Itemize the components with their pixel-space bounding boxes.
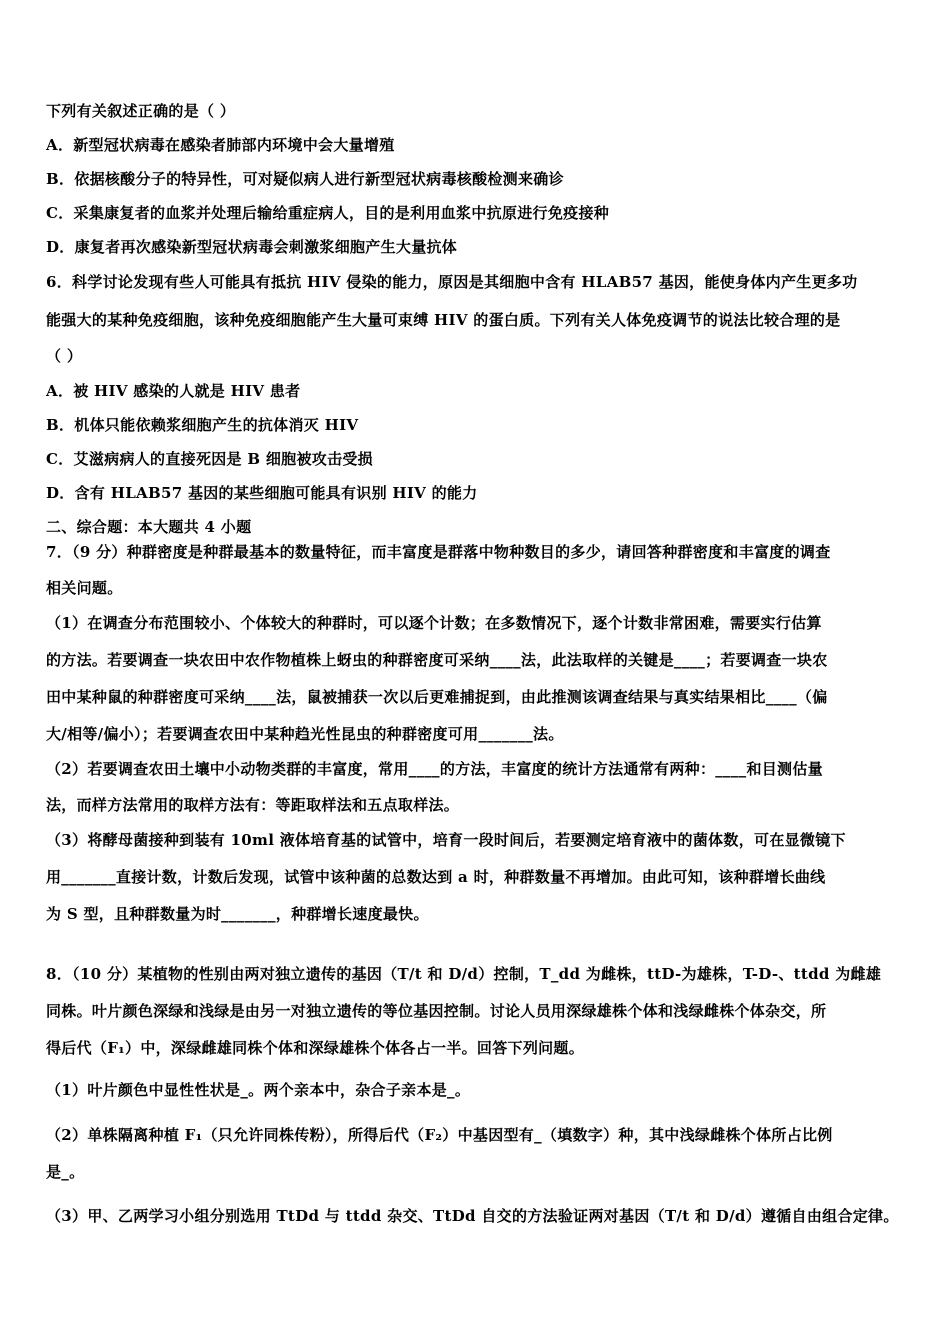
q8-line-4: （1）叶片颜色中显性性状是_。两个亲本中，杂合子亲本是_。 <box>46 1081 471 1099</box>
q5-option-a: A．新型冠状病毒在感染者肺部内环境中会大量增殖 <box>46 136 395 154</box>
q8-line-1: 8．（10 分）某植物的性别由两对独立遗传的基因（T/t 和 D/d）控制，T_dd 为雌株，ttD-为雄株，T-D-、ttdd 为雌雄 <box>46 965 882 983</box>
q7-line-2: 相关问题。 <box>46 579 123 597</box>
q8-line-7: （3）甲、乙两学习小组分别选用 TtDd 与 ttdd 杂交、TtDd 自交的方法验证两对基因（T/t 和 D/d）遵循自由组合定律。 <box>46 1207 899 1225</box>
q8-line-2: 同株。叶片颜色深绿和浅绿是由另一对独立遗传的等位基因控制。讨论人员用深绿雄株个体和浅绿雌株个体杂交，所 <box>46 1002 827 1020</box>
q5-option-c: C．采集康复者的血浆并处理后输给重症病人，目的是利用血浆中抗原进行免疫接种 <box>46 204 610 222</box>
q6-option-d: D．含有 HLAB57 基因的某些细胞可能具有识别 HIV 的能力 <box>46 484 478 502</box>
q6-line-2: 能强大的某种免疫细胞，该种免疫细胞能产生大量可束缚 HIV 的蛋白质。下列有关人体免疫调节的说法比较合理的是 <box>46 311 841 329</box>
q6-line-3: （ ） <box>46 347 83 365</box>
q8-line-3: 得后代（F₁）中，深绿雌雄同株个体和深绿雄株个体各占一半。回答下列问题。 <box>46 1039 585 1057</box>
q7-line-10: 用_______直接计数，计数后发现，试管中该种菌的总数达到 a 时，种群数量不再增加。由此可知，该种群增长曲线 <box>46 868 826 886</box>
q7-line-7: （2）若要调查农田土壤中小动物类群的丰富度，常用____的方法，丰富度的统计方法通常有两种：____和目测估量 <box>46 760 823 778</box>
section-heading: 二、综合题：本大题共 4 小题 <box>46 518 252 536</box>
q6-option-c: C．艾滋病病人的直接死因是 B 细胞被攻击受损 <box>46 450 373 468</box>
q5-option-b: B．依据核酸分子的特异性，可对疑似病人进行新型冠状病毒核酸检测来确诊 <box>46 170 564 188</box>
q7-line-11: 为 S 型，且种群数量为时_______，种群增长速度最快。 <box>46 905 429 923</box>
q8-line-5: （2）单株隔离种植 F₁（只允许同株传粉），所得后代（F₂）中基因型有_（填数字）种，其中浅绿雌株个体所占比例 <box>46 1126 833 1144</box>
q5-option-d: D．康复者再次感染新型冠状病毒会刺激浆细胞产生大量抗体 <box>46 238 458 256</box>
q8-line-6: 是_。 <box>46 1163 85 1181</box>
q6-option-a: A．被 HIV 感染的人就是 HIV 患者 <box>46 382 301 400</box>
q7-line-1: 7．（9 分）种群密度是种群最基本的数量特征，而丰富度是群落中物种数目的多少，请回答种群密度和丰富度的调查 <box>46 543 831 561</box>
q5-stem: 下列有关叙述正确的是（ ） <box>46 102 236 120</box>
q7-line-4: 的方法。若要调查一块农田中农作物植株上蚜虫的种群密度可采纳____法，此法取样的关键是____；若要调查一块农 <box>46 651 828 669</box>
q7-line-3: （1）在调查分布范围较小、个体较大的种群时，可以逐个计数；在多数情况下，逐个计数非常困难，需要实行估算 <box>46 614 822 632</box>
q7-line-8: 法，而样方法常用的取样方法有：等距取样法和五点取样法。 <box>46 796 460 814</box>
q6-option-b: B．机体只能依赖浆细胞产生的抗体消灭 HIV <box>46 416 359 434</box>
q7-line-9: （3）将酵母菌接种到装有 10ml 液体培育基的试管中，培育一段时间后，若要测定培育液中的菌体数，可在显微镜下 <box>46 831 846 849</box>
q6-line-1: 6．科学讨论发现有些人可能具有抵抗 HIV 侵染的能力，原因是其细胞中含有 HLAB57 基因，能使身体内产生更多功 <box>46 273 858 291</box>
q7-line-6: 大/相等/偏小）；若要调查农田中某种趋光性昆虫的种群密度可用_______法。 <box>46 725 564 743</box>
q7-line-5: 田中某种鼠的种群密度可采纳____法，鼠被捕获一次以后更难捕捉到，由此推测该调查结果与真实结果相比____（偏 <box>46 688 828 706</box>
